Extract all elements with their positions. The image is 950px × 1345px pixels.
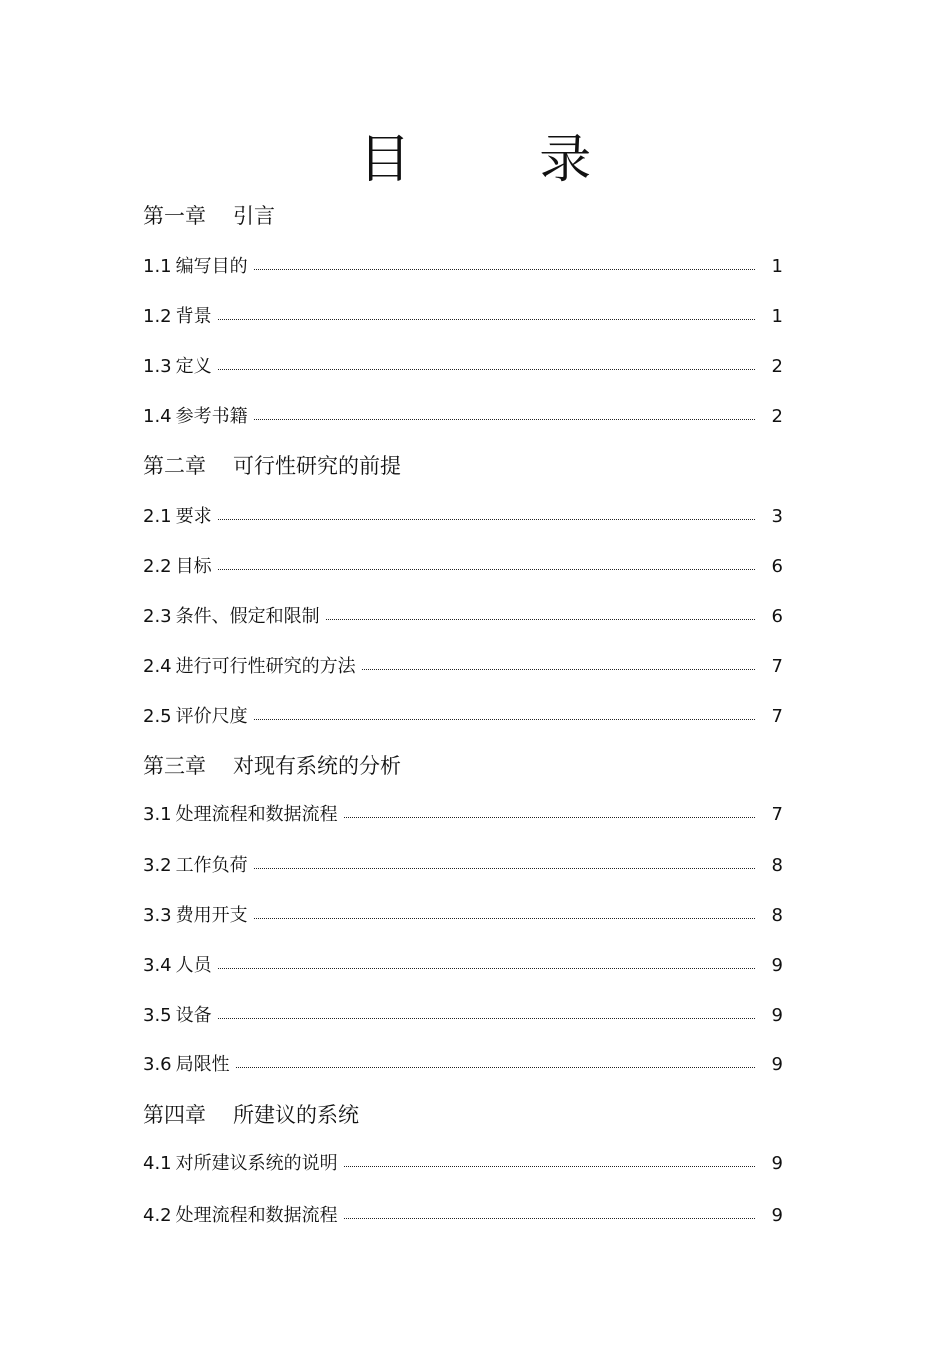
entry-label: 处理流程和数据流程 (175, 804, 338, 825)
dot-leader (326, 618, 755, 620)
entry-number: 1.1 (143, 256, 172, 277)
entry-number: 3.2 (143, 855, 172, 876)
toc-entry[interactable] (143, 704, 783, 730)
entry-number: 2.5 (143, 706, 172, 727)
chapter-heading (143, 752, 401, 780)
toc-entry[interactable] (143, 853, 783, 879)
entry-label: 参考书籍 (175, 406, 248, 427)
toc-entry[interactable] (143, 304, 783, 330)
entry-page-number: 8 (771, 905, 783, 926)
toc-entry[interactable] (143, 802, 783, 828)
dot-leader (254, 867, 755, 869)
entry-page-number: 2 (771, 356, 783, 377)
entry-page-number: 9 (771, 1054, 783, 1075)
dot-leader (254, 268, 755, 270)
dot-leader (254, 718, 755, 720)
toc-entry[interactable] (143, 604, 783, 630)
dot-leader (218, 368, 755, 370)
toc-entry[interactable] (143, 504, 783, 530)
toc-entry[interactable] (143, 1151, 783, 1177)
dot-leader (254, 917, 755, 919)
entry-number: 3.3 (143, 905, 172, 926)
dot-leader (254, 418, 755, 420)
chapter-title: 所建议的系统 (233, 1103, 359, 1127)
entry-page-number: 6 (771, 556, 783, 577)
entry-page-number: 7 (771, 656, 783, 677)
toc-entry[interactable] (143, 354, 783, 380)
entry-page-number: 7 (771, 804, 783, 825)
toc-entry[interactable] (143, 953, 783, 979)
entry-label: 工作负荷 (175, 855, 248, 876)
dot-leader (362, 668, 755, 670)
entry-label: 评价尺度 (175, 706, 248, 727)
entry-number: 3.5 (143, 1005, 172, 1026)
entry-page-number: 3 (771, 506, 783, 527)
chapter-heading (143, 452, 401, 480)
entry-page-number: 1 (771, 256, 783, 277)
entry-page-number: 9 (771, 955, 783, 976)
chapter-heading (143, 202, 275, 230)
entry-label: 局限性 (175, 1054, 230, 1075)
entry-label: 人员 (175, 955, 212, 976)
chapter-number: 第四章 (143, 1103, 206, 1127)
chapter-number: 第三章 (143, 754, 206, 778)
entry-number: 3.1 (143, 804, 172, 825)
entry-number: 4.1 (143, 1153, 172, 1174)
dot-leader (236, 1066, 755, 1068)
toc-entry[interactable] (143, 1203, 783, 1229)
entry-number: 1.4 (143, 406, 172, 427)
toc-entry[interactable] (143, 554, 783, 580)
dot-leader (344, 1217, 755, 1219)
toc-entry[interactable] (143, 1052, 783, 1078)
chapter-heading (143, 1101, 359, 1129)
dot-leader (344, 816, 755, 818)
entry-label: 编写目的 (175, 256, 248, 277)
entry-page-number: 6 (771, 606, 783, 627)
entry-label: 处理流程和数据流程 (175, 1205, 338, 1226)
entry-label: 设备 (175, 1005, 212, 1026)
toc-entry[interactable] (143, 903, 783, 929)
toc-entry[interactable] (143, 1003, 783, 1029)
entry-label: 条件、假定和限制 (175, 606, 320, 627)
entry-number: 3.6 (143, 1054, 172, 1075)
dot-leader (218, 967, 755, 969)
entry-number: 1.3 (143, 356, 172, 377)
chapter-number: 第二章 (143, 454, 206, 478)
dot-leader (218, 518, 755, 520)
toc-entry[interactable] (143, 404, 783, 430)
dot-leader (218, 318, 755, 320)
dot-leader (218, 1017, 755, 1019)
entry-number: 2.1 (143, 506, 172, 527)
entry-number: 4.2 (143, 1205, 172, 1226)
entry-label: 定义 (175, 356, 212, 377)
entry-label: 对所建议系统的说明 (175, 1153, 338, 1174)
entry-label: 费用开支 (175, 905, 248, 926)
entry-label: 背景 (175, 306, 212, 327)
page-title: 目 录 (358, 130, 648, 190)
chapter-title: 对现有系统的分析 (233, 754, 401, 778)
chapter-number: 第一章 (143, 204, 206, 228)
chapter-title: 引言 (233, 204, 275, 228)
entry-number: 2.3 (143, 606, 172, 627)
entry-page-number: 9 (771, 1205, 783, 1226)
entry-page-number: 9 (771, 1153, 783, 1174)
entry-number: 1.2 (143, 306, 172, 327)
toc-entry[interactable] (143, 254, 783, 280)
entry-number: 3.4 (143, 955, 172, 976)
entry-label: 目标 (175, 556, 212, 577)
entry-number: 2.2 (143, 556, 172, 577)
toc-entry[interactable] (143, 654, 783, 680)
entry-page-number: 1 (771, 306, 783, 327)
dot-leader (218, 568, 755, 570)
chapter-title: 可行性研究的前提 (233, 454, 401, 478)
entry-label: 进行可行性研究的方法 (175, 656, 356, 677)
entry-page-number: 7 (771, 706, 783, 727)
entry-page-number: 9 (771, 1005, 783, 1026)
entry-page-number: 8 (771, 855, 783, 876)
entry-label: 要求 (175, 506, 212, 527)
entry-number: 2.4 (143, 656, 172, 677)
dot-leader (344, 1165, 755, 1167)
entry-page-number: 2 (771, 406, 783, 427)
